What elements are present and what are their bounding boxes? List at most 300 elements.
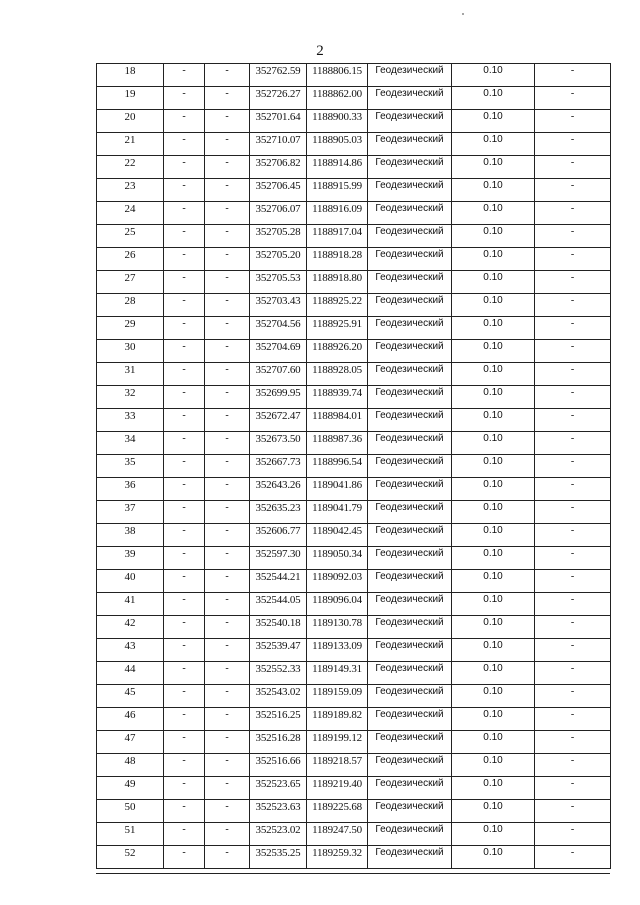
cell-new-y: 1188939.74 (307, 386, 368, 409)
cell-description: - (535, 731, 611, 754)
cell-old-x: - (164, 823, 205, 846)
cell-new-y: 1189050.34 (307, 547, 368, 570)
cell-old-y: - (205, 271, 250, 294)
cell-description: - (535, 248, 611, 271)
cell-description: - (535, 432, 611, 455)
cell-method: Геодезический (368, 662, 452, 685)
cell-new-y: 1188925.91 (307, 317, 368, 340)
cell-old-x: - (164, 110, 205, 133)
cell-old-y: - (205, 662, 250, 685)
cell-new-y: 1189247.50 (307, 823, 368, 846)
cell-method: Геодезический (368, 179, 452, 202)
table-row (97, 271, 611, 294)
cell-new-x: 352707.60 (250, 363, 307, 386)
cell-description: - (535, 455, 611, 478)
cell-description: - (535, 478, 611, 501)
cell-new-x: 352706.45 (250, 179, 307, 202)
cell-description: - (535, 547, 611, 570)
cell-old-x: - (164, 64, 205, 87)
cell-description: - (535, 409, 611, 432)
cell-point-number: 52 (97, 846, 164, 869)
cell-accuracy: 0.10 (452, 478, 535, 501)
cell-old-y: - (205, 639, 250, 662)
cell-description: - (535, 708, 611, 731)
cell-new-y: 1188905.03 (307, 133, 368, 156)
table-row (97, 110, 611, 133)
table-row (97, 639, 611, 662)
cell-new-y: 1189042.45 (307, 524, 368, 547)
cell-description: - (535, 593, 611, 616)
cell-new-x: 352535.25 (250, 846, 307, 869)
table-row (97, 432, 611, 455)
cell-point-number: 18 (97, 64, 164, 87)
cell-old-y: - (205, 133, 250, 156)
table-row (97, 156, 611, 179)
scan-speck (462, 13, 464, 15)
cell-accuracy: 0.10 (452, 363, 535, 386)
table-row (97, 225, 611, 248)
cell-old-x: - (164, 386, 205, 409)
cell-new-y: 1189041.79 (307, 501, 368, 524)
cell-point-number: 49 (97, 777, 164, 800)
cell-method: Геодезический (368, 225, 452, 248)
cell-old-y: - (205, 64, 250, 87)
cell-new-y: 1189149.31 (307, 662, 368, 685)
cell-method: Геодезический (368, 409, 452, 432)
cell-old-y: - (205, 317, 250, 340)
cell-old-y: - (205, 248, 250, 271)
cell-old-y: - (205, 593, 250, 616)
table-row (97, 593, 611, 616)
cell-description: - (535, 271, 611, 294)
cell-accuracy: 0.10 (452, 662, 535, 685)
cell-new-x: 352699.95 (250, 386, 307, 409)
cell-old-y: - (205, 432, 250, 455)
cell-accuracy: 0.10 (452, 777, 535, 800)
cell-description: - (535, 501, 611, 524)
cell-accuracy: 0.10 (452, 593, 535, 616)
cell-method: Геодезический (368, 846, 452, 869)
cell-old-x: - (164, 593, 205, 616)
cell-new-y: 1189199.12 (307, 731, 368, 754)
cell-point-number: 47 (97, 731, 164, 754)
cell-old-x: - (164, 156, 205, 179)
cell-method: Геодезический (368, 340, 452, 363)
cell-description: - (535, 225, 611, 248)
cell-old-y: - (205, 202, 250, 225)
table-row (97, 363, 611, 386)
cell-method: Геодезический (368, 685, 452, 708)
cell-new-x: 352701.64 (250, 110, 307, 133)
cell-old-x: - (164, 777, 205, 800)
cell-old-x: - (164, 432, 205, 455)
cell-method: Геодезический (368, 432, 452, 455)
cell-point-number: 44 (97, 662, 164, 685)
cell-method: Геодезический (368, 110, 452, 133)
cell-description: - (535, 570, 611, 593)
cell-new-x: 352710.07 (250, 133, 307, 156)
cell-old-x: - (164, 409, 205, 432)
table-row (97, 202, 611, 225)
cell-new-x: 352523.02 (250, 823, 307, 846)
cell-accuracy: 0.10 (452, 133, 535, 156)
table-row (97, 616, 611, 639)
cell-accuracy: 0.10 (452, 455, 535, 478)
cell-new-y: 1188914.86 (307, 156, 368, 179)
cell-old-y: - (205, 616, 250, 639)
cell-accuracy: 0.10 (452, 800, 535, 823)
cell-accuracy: 0.10 (452, 64, 535, 87)
cell-new-y: 1189096.04 (307, 593, 368, 616)
table-row (97, 179, 611, 202)
table-row (97, 685, 611, 708)
cell-new-y: 1188918.28 (307, 248, 368, 271)
cell-point-number: 43 (97, 639, 164, 662)
cell-old-y: - (205, 800, 250, 823)
cell-method: Геодезический (368, 317, 452, 340)
cell-new-x: 352523.63 (250, 800, 307, 823)
table-bottom-rule (96, 873, 610, 874)
cell-new-x: 352516.25 (250, 708, 307, 731)
cell-new-x: 352762.59 (250, 64, 307, 87)
cell-method: Геодезический (368, 570, 452, 593)
cell-old-x: - (164, 179, 205, 202)
cell-accuracy: 0.10 (452, 501, 535, 524)
cell-old-y: - (205, 409, 250, 432)
cell-description: - (535, 639, 611, 662)
cell-old-x: - (164, 731, 205, 754)
cell-accuracy: 0.10 (452, 524, 535, 547)
cell-description: - (535, 64, 611, 87)
table-row (97, 708, 611, 731)
cell-point-number: 31 (97, 363, 164, 386)
cell-description: - (535, 87, 611, 110)
cell-method: Геодезический (368, 800, 452, 823)
cell-old-y: - (205, 731, 250, 754)
table-row (97, 823, 611, 846)
cell-point-number: 28 (97, 294, 164, 317)
cell-old-y: - (205, 524, 250, 547)
table-row (97, 386, 611, 409)
cell-accuracy: 0.10 (452, 386, 535, 409)
cell-description: - (535, 202, 611, 225)
cell-old-x: - (164, 800, 205, 823)
cell-point-number: 37 (97, 501, 164, 524)
cell-point-number: 39 (97, 547, 164, 570)
page-number: 2 (316, 43, 324, 59)
cell-point-number: 45 (97, 685, 164, 708)
cell-new-x: 352543.02 (250, 685, 307, 708)
cell-method: Геодезический (368, 64, 452, 87)
coordinates-table (96, 63, 611, 869)
cell-new-x: 352703.43 (250, 294, 307, 317)
cell-new-x: 352544.05 (250, 593, 307, 616)
cell-new-x: 352540.18 (250, 616, 307, 639)
cell-new-y: 1189219.40 (307, 777, 368, 800)
cell-old-x: - (164, 524, 205, 547)
table-row (97, 340, 611, 363)
cell-accuracy: 0.10 (452, 731, 535, 754)
cell-accuracy: 0.10 (452, 708, 535, 731)
cell-accuracy: 0.10 (452, 271, 535, 294)
cell-accuracy: 0.10 (452, 823, 535, 846)
cell-old-y: - (205, 340, 250, 363)
cell-old-x: - (164, 340, 205, 363)
cell-accuracy: 0.10 (452, 685, 535, 708)
cell-accuracy: 0.10 (452, 570, 535, 593)
cell-new-x: 352606.77 (250, 524, 307, 547)
cell-method: Геодезический (368, 87, 452, 110)
cell-new-y: 1189259.32 (307, 846, 368, 869)
cell-new-y: 1189225.68 (307, 800, 368, 823)
table-row (97, 133, 611, 156)
cell-accuracy: 0.10 (452, 294, 535, 317)
cell-description: - (535, 133, 611, 156)
cell-method: Геодезический (368, 248, 452, 271)
cell-new-y: 1189159.09 (307, 685, 368, 708)
cell-description: - (535, 363, 611, 386)
cell-point-number: 27 (97, 271, 164, 294)
cell-old-x: - (164, 271, 205, 294)
cell-point-number: 20 (97, 110, 164, 133)
cell-point-number: 40 (97, 570, 164, 593)
cell-new-x: 352706.07 (250, 202, 307, 225)
cell-new-y: 1188996.54 (307, 455, 368, 478)
cell-new-x: 352672.47 (250, 409, 307, 432)
cell-description: - (535, 754, 611, 777)
cell-description: - (535, 294, 611, 317)
cell-point-number: 41 (97, 593, 164, 616)
cell-method: Геодезический (368, 524, 452, 547)
cell-old-y: - (205, 754, 250, 777)
cell-new-x: 352539.47 (250, 639, 307, 662)
cell-new-y: 1188984.01 (307, 409, 368, 432)
cell-accuracy: 0.10 (452, 225, 535, 248)
cell-old-y: - (205, 294, 250, 317)
cell-old-y: - (205, 823, 250, 846)
cell-accuracy: 0.10 (452, 754, 535, 777)
table-row (97, 455, 611, 478)
cell-new-x: 352667.73 (250, 455, 307, 478)
cell-old-x: - (164, 363, 205, 386)
cell-new-x: 352726.27 (250, 87, 307, 110)
cell-new-y: 1188926.20 (307, 340, 368, 363)
table-row (97, 317, 611, 340)
cell-new-y: 1189133.09 (307, 639, 368, 662)
cell-old-x: - (164, 455, 205, 478)
table-row (97, 547, 611, 570)
table-row (97, 478, 611, 501)
table-row (97, 731, 611, 754)
cell-old-y: - (205, 777, 250, 800)
cell-new-y: 1189092.03 (307, 570, 368, 593)
cell-old-x: - (164, 248, 205, 271)
cell-method: Геодезический (368, 133, 452, 156)
cell-accuracy: 0.10 (452, 340, 535, 363)
cell-new-x: 352544.21 (250, 570, 307, 593)
cell-accuracy: 0.10 (452, 547, 535, 570)
table-row (97, 754, 611, 777)
cell-old-x: - (164, 317, 205, 340)
cell-old-y: - (205, 685, 250, 708)
cell-old-y: - (205, 386, 250, 409)
cell-new-x: 352552.33 (250, 662, 307, 685)
cell-new-x: 352597.30 (250, 547, 307, 570)
cell-accuracy: 0.10 (452, 616, 535, 639)
cell-point-number: 23 (97, 179, 164, 202)
cell-new-y: 1189189.82 (307, 708, 368, 731)
cell-old-y: - (205, 501, 250, 524)
cell-old-y: - (205, 547, 250, 570)
cell-method: Геодезический (368, 823, 452, 846)
cell-point-number: 34 (97, 432, 164, 455)
cell-old-y: - (205, 179, 250, 202)
cell-new-x: 352673.50 (250, 432, 307, 455)
cell-new-y: 1189130.78 (307, 616, 368, 639)
cell-point-number: 21 (97, 133, 164, 156)
cell-description: - (535, 685, 611, 708)
cell-point-number: 33 (97, 409, 164, 432)
cell-accuracy: 0.10 (452, 409, 535, 432)
cell-old-y: - (205, 708, 250, 731)
cell-method: Геодезический (368, 271, 452, 294)
cell-accuracy: 0.10 (452, 156, 535, 179)
cell-old-y: - (205, 110, 250, 133)
cell-description: - (535, 340, 611, 363)
cell-point-number: 36 (97, 478, 164, 501)
cell-method: Геодезический (368, 777, 452, 800)
cell-method: Геодезический (368, 478, 452, 501)
cell-accuracy: 0.10 (452, 202, 535, 225)
cell-new-x: 352705.20 (250, 248, 307, 271)
cell-point-number: 26 (97, 248, 164, 271)
cell-description: - (535, 179, 611, 202)
cell-old-x: - (164, 639, 205, 662)
table-row (97, 501, 611, 524)
cell-method: Геодезический (368, 547, 452, 570)
cell-method: Геодезический (368, 202, 452, 225)
cell-new-x: 352516.28 (250, 731, 307, 754)
cell-old-y: - (205, 478, 250, 501)
table-row (97, 777, 611, 800)
table-row (97, 64, 611, 87)
cell-description: - (535, 386, 611, 409)
cell-point-number: 38 (97, 524, 164, 547)
cell-new-x: 352704.56 (250, 317, 307, 340)
cell-new-x: 352705.53 (250, 271, 307, 294)
cell-point-number: 25 (97, 225, 164, 248)
cell-description: - (535, 800, 611, 823)
cell-method: Геодезический (368, 708, 452, 731)
table-row (97, 570, 611, 593)
cell-old-x: - (164, 225, 205, 248)
cell-point-number: 35 (97, 455, 164, 478)
cell-old-x: - (164, 547, 205, 570)
cell-old-x: - (164, 754, 205, 777)
cell-old-x: - (164, 202, 205, 225)
table-row (97, 294, 611, 317)
cell-old-x: - (164, 478, 205, 501)
cell-old-x: - (164, 294, 205, 317)
table-row (97, 248, 611, 271)
table-row (97, 662, 611, 685)
cell-accuracy: 0.10 (452, 179, 535, 202)
cell-old-y: - (205, 846, 250, 869)
cell-description: - (535, 823, 611, 846)
cell-description: - (535, 110, 611, 133)
cell-new-x: 352706.82 (250, 156, 307, 179)
cell-method: Геодезический (368, 294, 452, 317)
cell-method: Геодезический (368, 754, 452, 777)
cell-old-y: - (205, 570, 250, 593)
cell-description: - (535, 616, 611, 639)
cell-description: - (535, 662, 611, 685)
cell-old-y: - (205, 455, 250, 478)
cell-accuracy: 0.10 (452, 432, 535, 455)
cell-new-x: 352523.65 (250, 777, 307, 800)
cell-old-y: - (205, 225, 250, 248)
cell-new-y: 1189041.86 (307, 478, 368, 501)
cell-new-x: 352635.23 (250, 501, 307, 524)
cell-point-number: 29 (97, 317, 164, 340)
cell-point-number: 48 (97, 754, 164, 777)
cell-method: Геодезический (368, 363, 452, 386)
cell-accuracy: 0.10 (452, 110, 535, 133)
table-row (97, 87, 611, 110)
cell-method: Геодезический (368, 616, 452, 639)
cell-old-x: - (164, 662, 205, 685)
cell-new-y: 1188925.22 (307, 294, 368, 317)
cell-new-y: 1188918.80 (307, 271, 368, 294)
cell-accuracy: 0.10 (452, 87, 535, 110)
table-row (97, 524, 611, 547)
cell-new-x: 352643.26 (250, 478, 307, 501)
cell-old-x: - (164, 570, 205, 593)
cell-accuracy: 0.10 (452, 639, 535, 662)
cell-method: Геодезический (368, 455, 452, 478)
cell-old-x: - (164, 685, 205, 708)
cell-new-x: 352516.66 (250, 754, 307, 777)
cell-description: - (535, 524, 611, 547)
cell-point-number: 50 (97, 800, 164, 823)
cell-new-y: 1188862.00 (307, 87, 368, 110)
cell-new-x: 352704.69 (250, 340, 307, 363)
cell-new-y: 1188915.99 (307, 179, 368, 202)
cell-method: Геодезический (368, 386, 452, 409)
cell-description: - (535, 317, 611, 340)
cell-point-number: 19 (97, 87, 164, 110)
cell-old-y: - (205, 87, 250, 110)
cell-new-y: 1188806.15 (307, 64, 368, 87)
cell-accuracy: 0.10 (452, 317, 535, 340)
cell-method: Геодезический (368, 501, 452, 524)
cell-method: Геодезический (368, 639, 452, 662)
cell-old-y: - (205, 363, 250, 386)
cell-description: - (535, 777, 611, 800)
cell-old-x: - (164, 87, 205, 110)
cell-point-number: 30 (97, 340, 164, 363)
cell-new-y: 1188928.05 (307, 363, 368, 386)
cell-accuracy: 0.10 (452, 846, 535, 869)
table-row (97, 409, 611, 432)
cell-new-y: 1188916.09 (307, 202, 368, 225)
cell-description: - (535, 156, 611, 179)
table-row (97, 846, 611, 869)
cell-point-number: 24 (97, 202, 164, 225)
cell-point-number: 46 (97, 708, 164, 731)
cell-point-number: 51 (97, 823, 164, 846)
cell-point-number: 22 (97, 156, 164, 179)
